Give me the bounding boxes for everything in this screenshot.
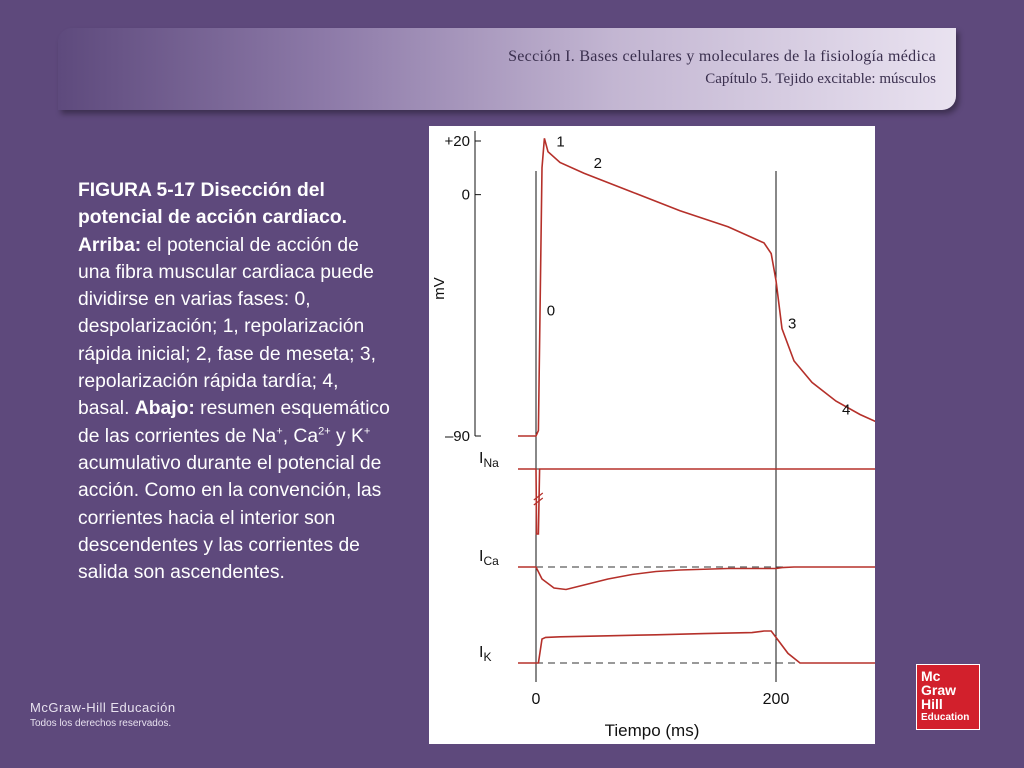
sup-k: + <box>363 425 371 438</box>
phase-label-1: 1 <box>556 133 565 151</box>
action-potential-chart <box>429 126 875 744</box>
figure-caption <box>78 177 390 586</box>
caption-sep-k: y K <box>330 425 364 447</box>
phase-label-3: 3 <box>788 315 797 333</box>
phase-label-4: 4 <box>842 401 851 419</box>
caption-arriba-label: Arriba: <box>78 234 142 256</box>
ik-label: $I_K$ <box>479 644 492 664</box>
caption-title: FIGURA 5-17 Disección del potencial de acción cardiaco. <box>78 180 347 229</box>
sup-na: + <box>276 425 283 438</box>
phase-label-2: 2 <box>593 154 602 172</box>
caption-arriba-text: el potencial de acción de una fibra muscular cardiaca puede dividirse en varias fases: 0, despolarización; 1, repolarización rápida inicial; 2, fase de meseta; 3, repolarización rápida tardía; 4, basal. <box>78 234 376 420</box>
action-potential-trace <box>518 138 875 436</box>
phase-label-0: 0 <box>546 302 556 320</box>
sup-ca: 2+ <box>318 425 331 438</box>
caption-sep-ca: , Ca <box>282 425 319 447</box>
y-axis-label: mV <box>431 277 448 300</box>
x-tick-label-1: 200 <box>762 691 790 708</box>
y-tick-label-1: 0 <box>461 186 470 204</box>
ica-trace <box>518 567 875 590</box>
logo-line-4: Education <box>921 712 970 723</box>
y-tick-label-0: +20 <box>444 133 470 150</box>
header-banner <box>58 28 956 110</box>
logo-line-1: Mc <box>921 668 941 684</box>
figure-panel <box>429 126 875 744</box>
section-title: Sección I. Bases celulares y moleculares de la fisiología médica <box>508 48 936 65</box>
publisher-footer <box>30 700 176 729</box>
x-tick-label-0: 0 <box>531 691 541 708</box>
logo-line-3: Hill <box>921 696 943 712</box>
ik-trace <box>518 631 875 663</box>
logo-line-2: Graw <box>921 682 957 698</box>
mcgraw-hill-logo <box>916 664 980 730</box>
publisher-rights: Todos los derechos reservados. <box>30 718 172 729</box>
y-tick-label-2: –90 <box>444 428 470 445</box>
ina-trace <box>518 469 875 534</box>
x-axis-title: Tiempo (ms) <box>604 721 700 740</box>
publisher-name: McGraw-Hill Educación <box>30 700 176 715</box>
caption-abajo-text-1: resumen esquemático de las corrientes de Na <box>78 398 390 447</box>
caption-abajo-text-2: acumulativo durante el potencial de acción. Como en la convención, las corrientes hacia el interior son descendentes y las corrientes de salida son ascendentes. <box>78 452 382 584</box>
chapter-title: Capítulo 5. Tejido excitable: músculos <box>705 71 936 87</box>
ina-label: $I_{Na}$ <box>479 450 499 470</box>
caption-abajo-label: Abajo: <box>134 398 195 420</box>
ica-label: $I_{Ca}$ <box>479 548 499 568</box>
